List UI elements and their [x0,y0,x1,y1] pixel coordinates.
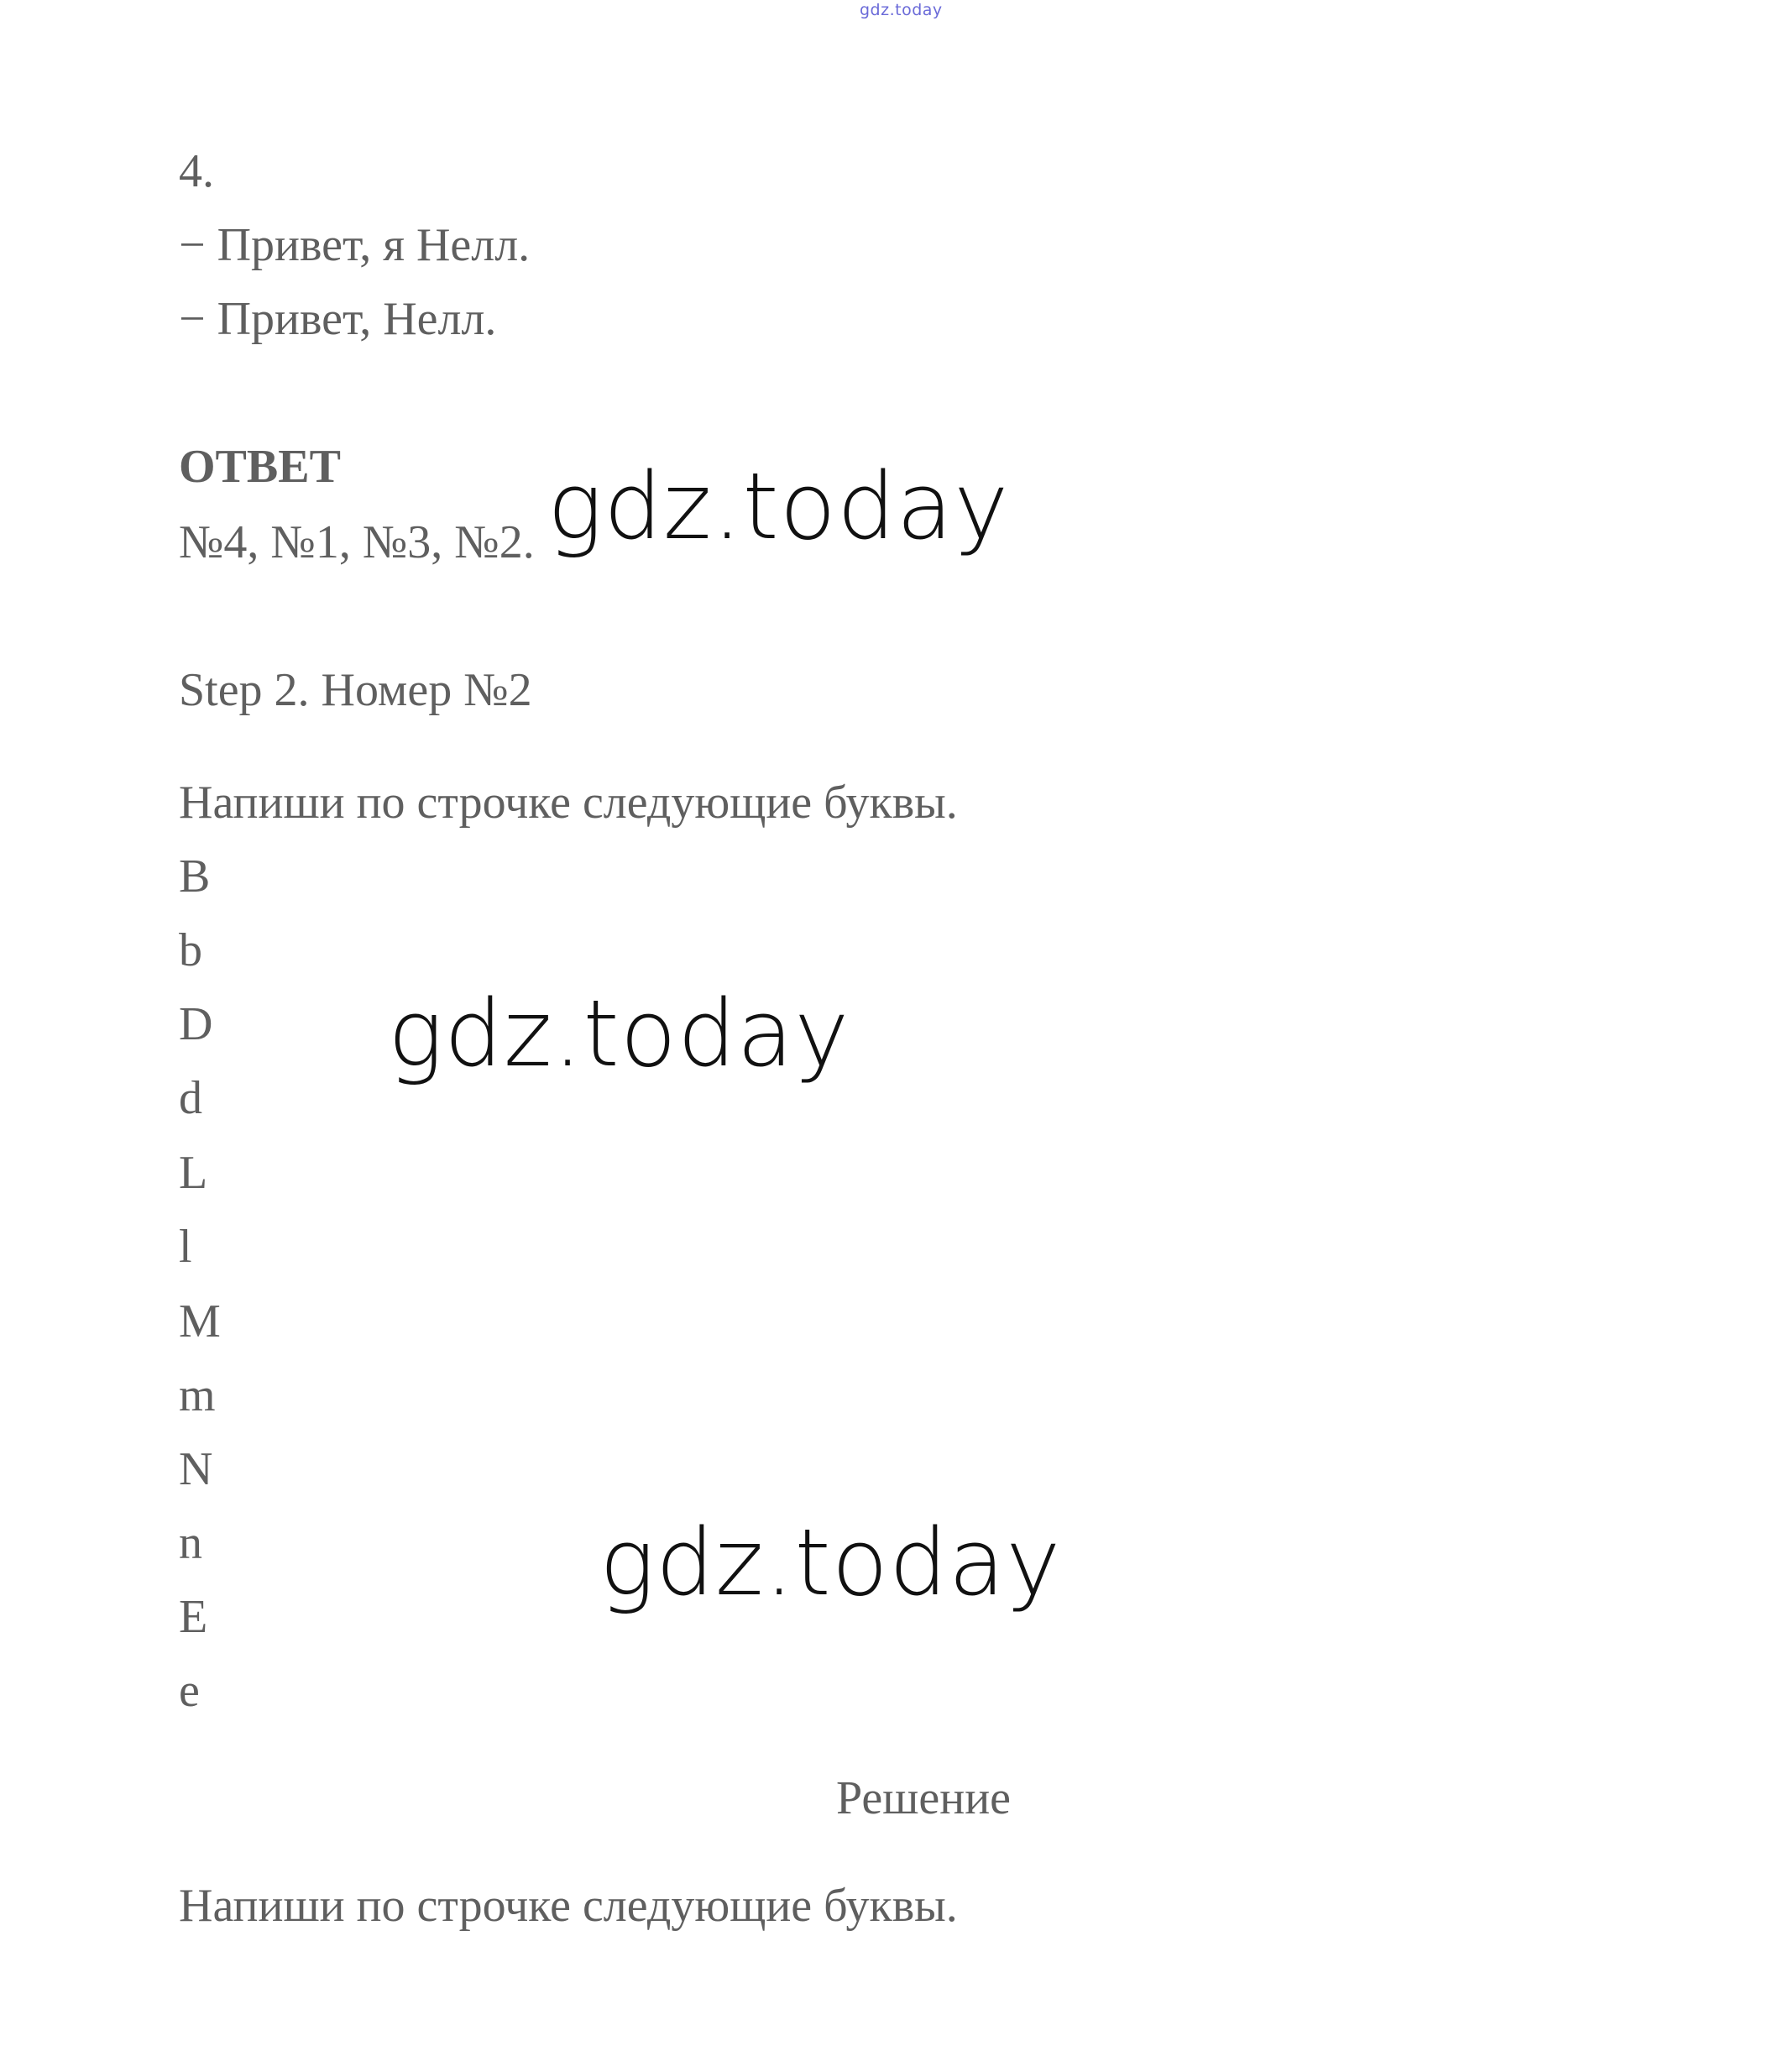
letter-item: m [179,1369,216,1421]
letter-item: e [179,1665,200,1717]
dialogue-line: − Привет, Нелл. [179,293,497,345]
task-instruction: Напиши по строчке следующие буквы. [179,777,958,829]
letter-item: b [179,924,202,976]
watermark: gdz.today [599,1509,1062,1616]
answer-heading: ОТВЕТ [179,441,341,493]
step-title: Step 2. Номер №2 [179,664,532,716]
solution-instruction: Напиши по строчке следующие буквы. [179,1880,958,1932]
letter-item: L [179,1147,208,1199]
letter-item: M [179,1295,221,1347]
solution-title: Решение [836,1772,1012,1824]
item-number: 4. [179,145,214,197]
letter-item: N [179,1443,213,1495]
dialogue-line: − Привет, я Нелл. [179,219,531,271]
letter-item: B [179,850,211,903]
site-mark: gdz.today [860,1,943,19]
answer-text: №4, №1, №3, №2. [179,516,535,568]
letter-item: D [179,998,213,1050]
letter-item: n [179,1517,202,1569]
letter-item: E [179,1591,208,1643]
letter-item: d [179,1072,202,1124]
watermark: gdz.today [547,453,1010,560]
watermark: gdz.today [388,980,850,1087]
letter-item: l [179,1221,192,1273]
